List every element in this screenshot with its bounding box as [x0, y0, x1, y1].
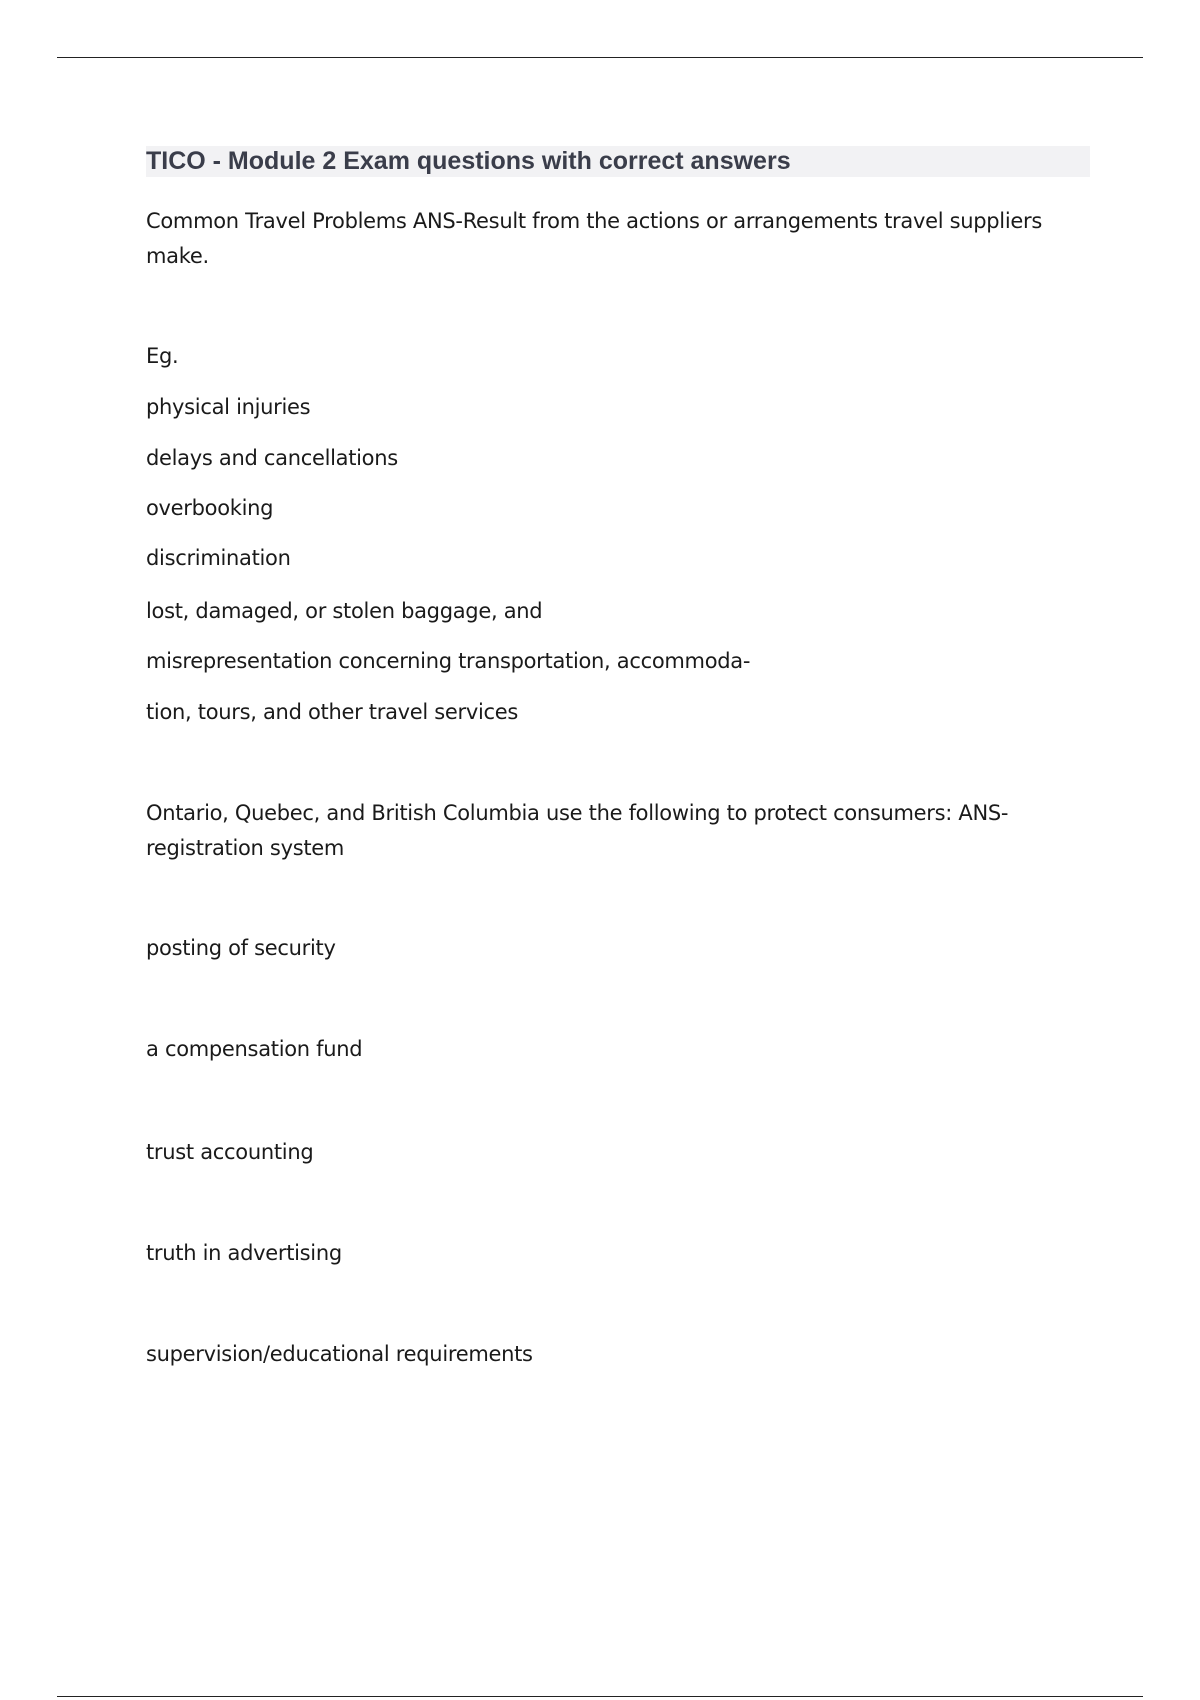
footer-rule [57, 1696, 1143, 1697]
example-item: lost, damaged, or stolen baggage, and [146, 599, 543, 623]
protection-item: a compensation fund [146, 1037, 363, 1061]
protection-item: supervision/educational requirements [146, 1342, 533, 1366]
question-2-line-2: registration system [146, 836, 345, 860]
document-title: TICO - Module 2 Exam questions with correct answers [146, 146, 1090, 177]
protection-item: posting of security [146, 936, 336, 960]
examples-label: Eg. [146, 344, 179, 368]
example-item: physical injuries [146, 395, 311, 419]
question-1-line-1: Common Travel Problems ANS-Result from the actions or arrangements travel suppliers [146, 209, 1042, 233]
protection-item: trust accounting [146, 1140, 314, 1164]
question-1-line-2: make. [146, 244, 209, 268]
header-rule [57, 57, 1143, 58]
example-item: misrepresentation concerning transportation, accommoda- [146, 649, 751, 673]
example-item: tion, tours, and other travel services [146, 700, 519, 724]
question-2-line-1: Ontario, Quebec, and British Columbia use the following to protect consumers: ANS- [146, 801, 1009, 825]
example-item: discrimination [146, 546, 291, 570]
example-item: delays and cancellations [146, 446, 398, 470]
protection-item: truth in advertising [146, 1241, 342, 1265]
example-item: overbooking [146, 496, 274, 520]
